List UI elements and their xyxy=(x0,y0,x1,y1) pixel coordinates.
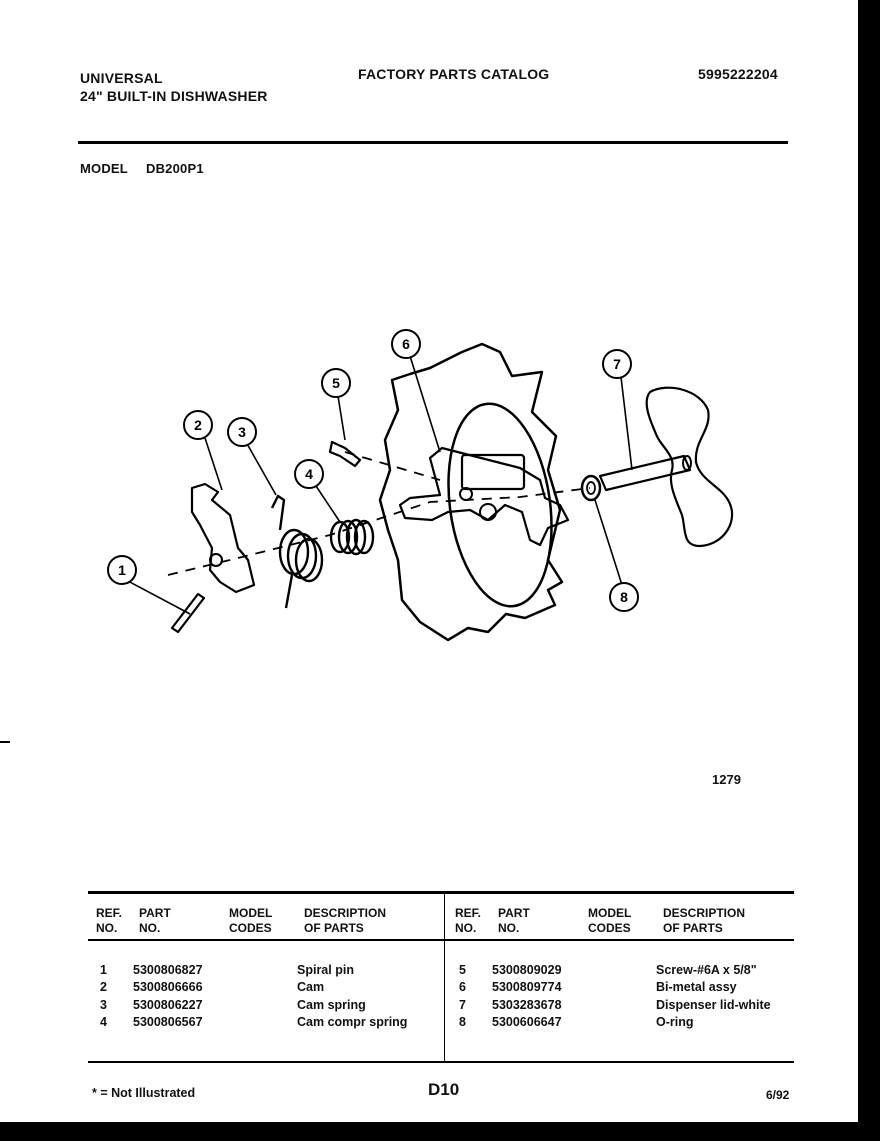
not-illustrated-note: * = Not Illustrated xyxy=(92,1086,196,1100)
col-header-ref-right: REF. NO. xyxy=(455,906,482,935)
cam-spring-part xyxy=(272,496,322,608)
part-no: 5300809774 xyxy=(492,980,562,994)
ref-no: 2 xyxy=(100,980,107,994)
part-no: 5300806567 xyxy=(133,1015,203,1029)
ref-no: 5 xyxy=(459,963,466,977)
col-header-codes-left: MODEL CODES xyxy=(229,906,273,935)
part-description: Cam spring xyxy=(297,998,366,1012)
model-label: MODEL xyxy=(80,161,128,176)
cam-part xyxy=(192,484,254,592)
model-number: DB200P1 xyxy=(146,161,204,176)
table-column-divider xyxy=(444,893,445,1063)
dispenser-disc xyxy=(436,397,563,613)
dispenser-shaft xyxy=(600,456,690,490)
ref-no: 7 xyxy=(459,998,466,1012)
col-header-part-right: PART NO. xyxy=(498,906,530,935)
col-header-desc-right: DESCRIPTION OF PARTS xyxy=(663,906,746,935)
table-header-rule xyxy=(88,939,794,941)
part-description: Cam xyxy=(297,980,325,994)
catalog-number: 5995222204 xyxy=(698,66,778,82)
part-no: 5300606647 xyxy=(492,1015,562,1029)
part-no: 5300806666 xyxy=(133,980,203,994)
part-description: O-ring xyxy=(656,1015,694,1029)
ref-no: 3 xyxy=(100,998,107,1012)
compression-spring-part xyxy=(331,520,373,554)
part-no: 5300809029 xyxy=(492,963,562,977)
catalog-title: FACTORY PARTS CATALOG xyxy=(358,66,550,82)
part-no: 5300806227 xyxy=(133,998,203,1012)
ref-no: 6 xyxy=(459,980,466,994)
ref-no: 4 xyxy=(100,1015,107,1029)
part-description: Spiral pin xyxy=(297,963,354,977)
table-bottom-rule xyxy=(88,1061,794,1063)
o-ring-part xyxy=(582,476,600,500)
col-header-codes-right: MODEL CODES xyxy=(588,906,632,935)
callout-number-6: 6 xyxy=(402,336,410,352)
page-border-bottom xyxy=(0,1122,880,1141)
callout-number-5: 5 xyxy=(332,375,340,391)
brand-name: UNIVERSAL xyxy=(80,70,163,86)
col-header-ref-left: REF. NO. xyxy=(96,906,123,935)
col-header-desc-left: DESCRIPTION OF PARTS xyxy=(304,906,387,935)
part-description: Screw-#6A x 5/8" xyxy=(656,963,757,977)
page-code: D10 xyxy=(428,1080,460,1099)
col-header-part-left: PART NO. xyxy=(139,906,171,935)
revision-date: 6/92 xyxy=(766,1088,790,1102)
part-description: Cam compr spring xyxy=(297,1015,408,1029)
part-description: Dispenser lid-white xyxy=(656,998,771,1012)
part-no: 5300806827 xyxy=(133,963,203,977)
bimetal-assembly xyxy=(400,448,568,545)
callout-number-1: 1 xyxy=(118,562,126,578)
product-name: 24" BUILT-IN DISHWASHER xyxy=(80,88,268,104)
part-description: Bi-metal assy xyxy=(656,980,737,994)
callout-number-4: 4 xyxy=(305,466,313,482)
table-top-rule xyxy=(88,891,794,894)
callout-number-3: 3 xyxy=(238,424,246,440)
callout-number-7: 7 xyxy=(613,356,621,372)
ref-no: 8 xyxy=(459,1015,466,1029)
callout-number-8: 8 xyxy=(620,589,628,605)
screw-part xyxy=(330,442,360,466)
callout-number-2: 2 xyxy=(194,417,202,433)
part-no: 5303283678 xyxy=(492,998,562,1012)
ref-no: 1 xyxy=(100,963,107,977)
diagram-code: 1279 xyxy=(712,772,741,787)
